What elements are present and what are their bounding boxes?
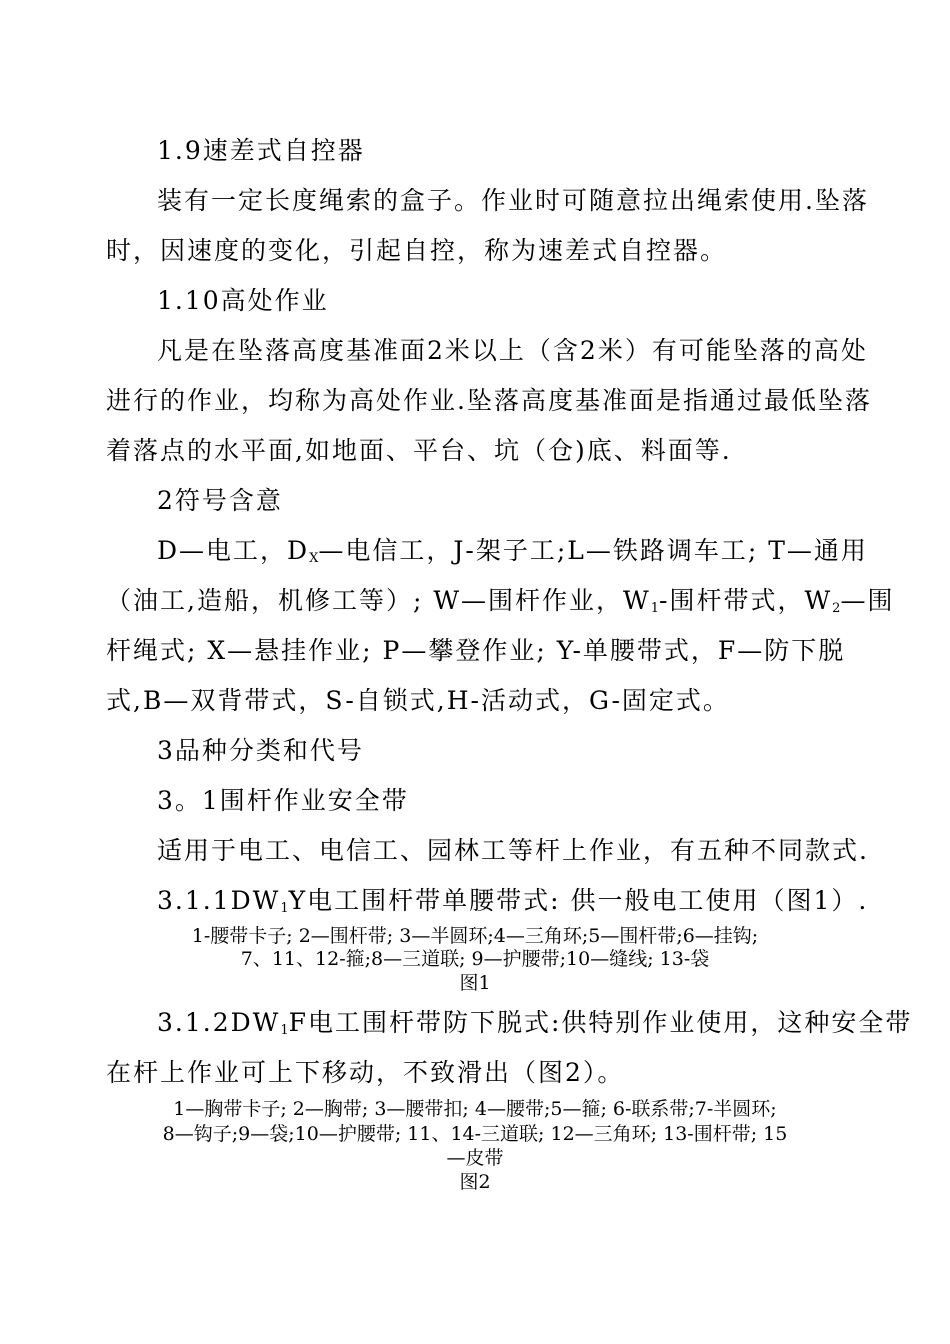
text-segment: -围杆带式，W [659,586,833,615]
figure-1-caption-line-2: 7、11、12-箍;8—三道联; 9—护腰带;10—缝线; 13-袋 [240,948,710,970]
section-3-1-2-paragraph-line-2: 在杆上作业可上下移动，不致滑出（图2）。 [106,1058,625,1087]
figure-2-caption-line-3: —皮带 [446,1147,504,1169]
text-segment: 3.1.1DW [157,886,281,915]
section-1-9-paragraph-line-1: 装有一定长度绳索的盒子。作业时可随意拉出绳索使用.坠落 [157,186,869,215]
text-segment: Y电工围杆带单腰带式: 供一般电工使用（图1）. [288,886,869,915]
section-3-1-heading: 3。1围杆作业安全带 [157,786,409,815]
section-1-10-paragraph-line-1: 凡是在坠落高度基准面2米以上（含2米）有可能坠落的高处 [157,336,868,365]
section-3-1-paragraph: 适用于电工、电信工、园林工等杆上作业，有五种不同款式. [157,836,869,865]
section-2-line-4: 式,B—双背带式，S-自锁式,H-活动式，G-固定式。 [106,686,730,715]
section-1-9-heading: 1.9速差式自控器 [157,136,365,165]
section-2-line-3: 杆绳式; X—悬挂作业; P—攀登作业; Y-单腰带式，F—防下脱 [106,636,846,665]
subscript: 1 [280,901,289,916]
section-1-9-paragraph-line-2: 时，因速度的变化，引起自控，称为速差式自控器。 [106,236,728,265]
figure-2-caption-line-2: 8—钩子;9—袋;10—护腰带; 11、14-三道联; 12—三角环; 13-围杆带; 15 [162,1123,788,1145]
section-1-10-heading: 1.10高处作业 [157,286,329,315]
text-segment: F电工围杆带防下脱式:供特别作业使用，这种安全带 [288,1008,913,1037]
section-2-heading: 2符号含意 [157,486,283,515]
section-3-heading: 3品种分类和代号 [157,736,364,765]
figure-1-caption-line-1: 1-腰带卡子; 2—围杆带; 3—半圆环;4—三角环;5—围杆带;6—挂钩; [191,925,759,947]
text-segment: —电信工，J-架子工;L—铁路调车工; T—通用 [318,536,868,565]
figure-2-caption-line-1: 1—胸带卡子; 2—胸带; 3—腰带扣; 4—腰带;5—箍; 6-联系带;7-半圆环; [173,1098,777,1120]
subscript: 2 [832,601,841,616]
text-segment: —围 [840,586,895,615]
figure-2-label: 图2 [459,1171,491,1193]
section-2-line-2 [106,586,894,624]
subscript: 1 [280,1023,289,1038]
text-segment: 3.1.2DW [157,1008,281,1037]
section-3-1-1-paragraph [157,886,868,924]
text-segment: D—电工，D [157,536,310,565]
section-1-10-paragraph-line-3: 着落点的水平面,如地面、平台、坑（仓)底、料面等. [106,436,732,465]
section-3-1-2-paragraph-line-1 [157,1008,912,1046]
subscript: X [309,551,319,566]
subscript: 1 [650,601,659,616]
section-2-line-1 [157,536,868,574]
text-segment: （油工,造船，机修工等）; W—围杆作业，W [106,586,651,615]
section-1-10-paragraph-line-2: 进行的作业，均称为高处作业.坠落高度基准面是指通过最低坠落 [106,386,872,415]
figure-1-label: 图1 [459,972,491,994]
